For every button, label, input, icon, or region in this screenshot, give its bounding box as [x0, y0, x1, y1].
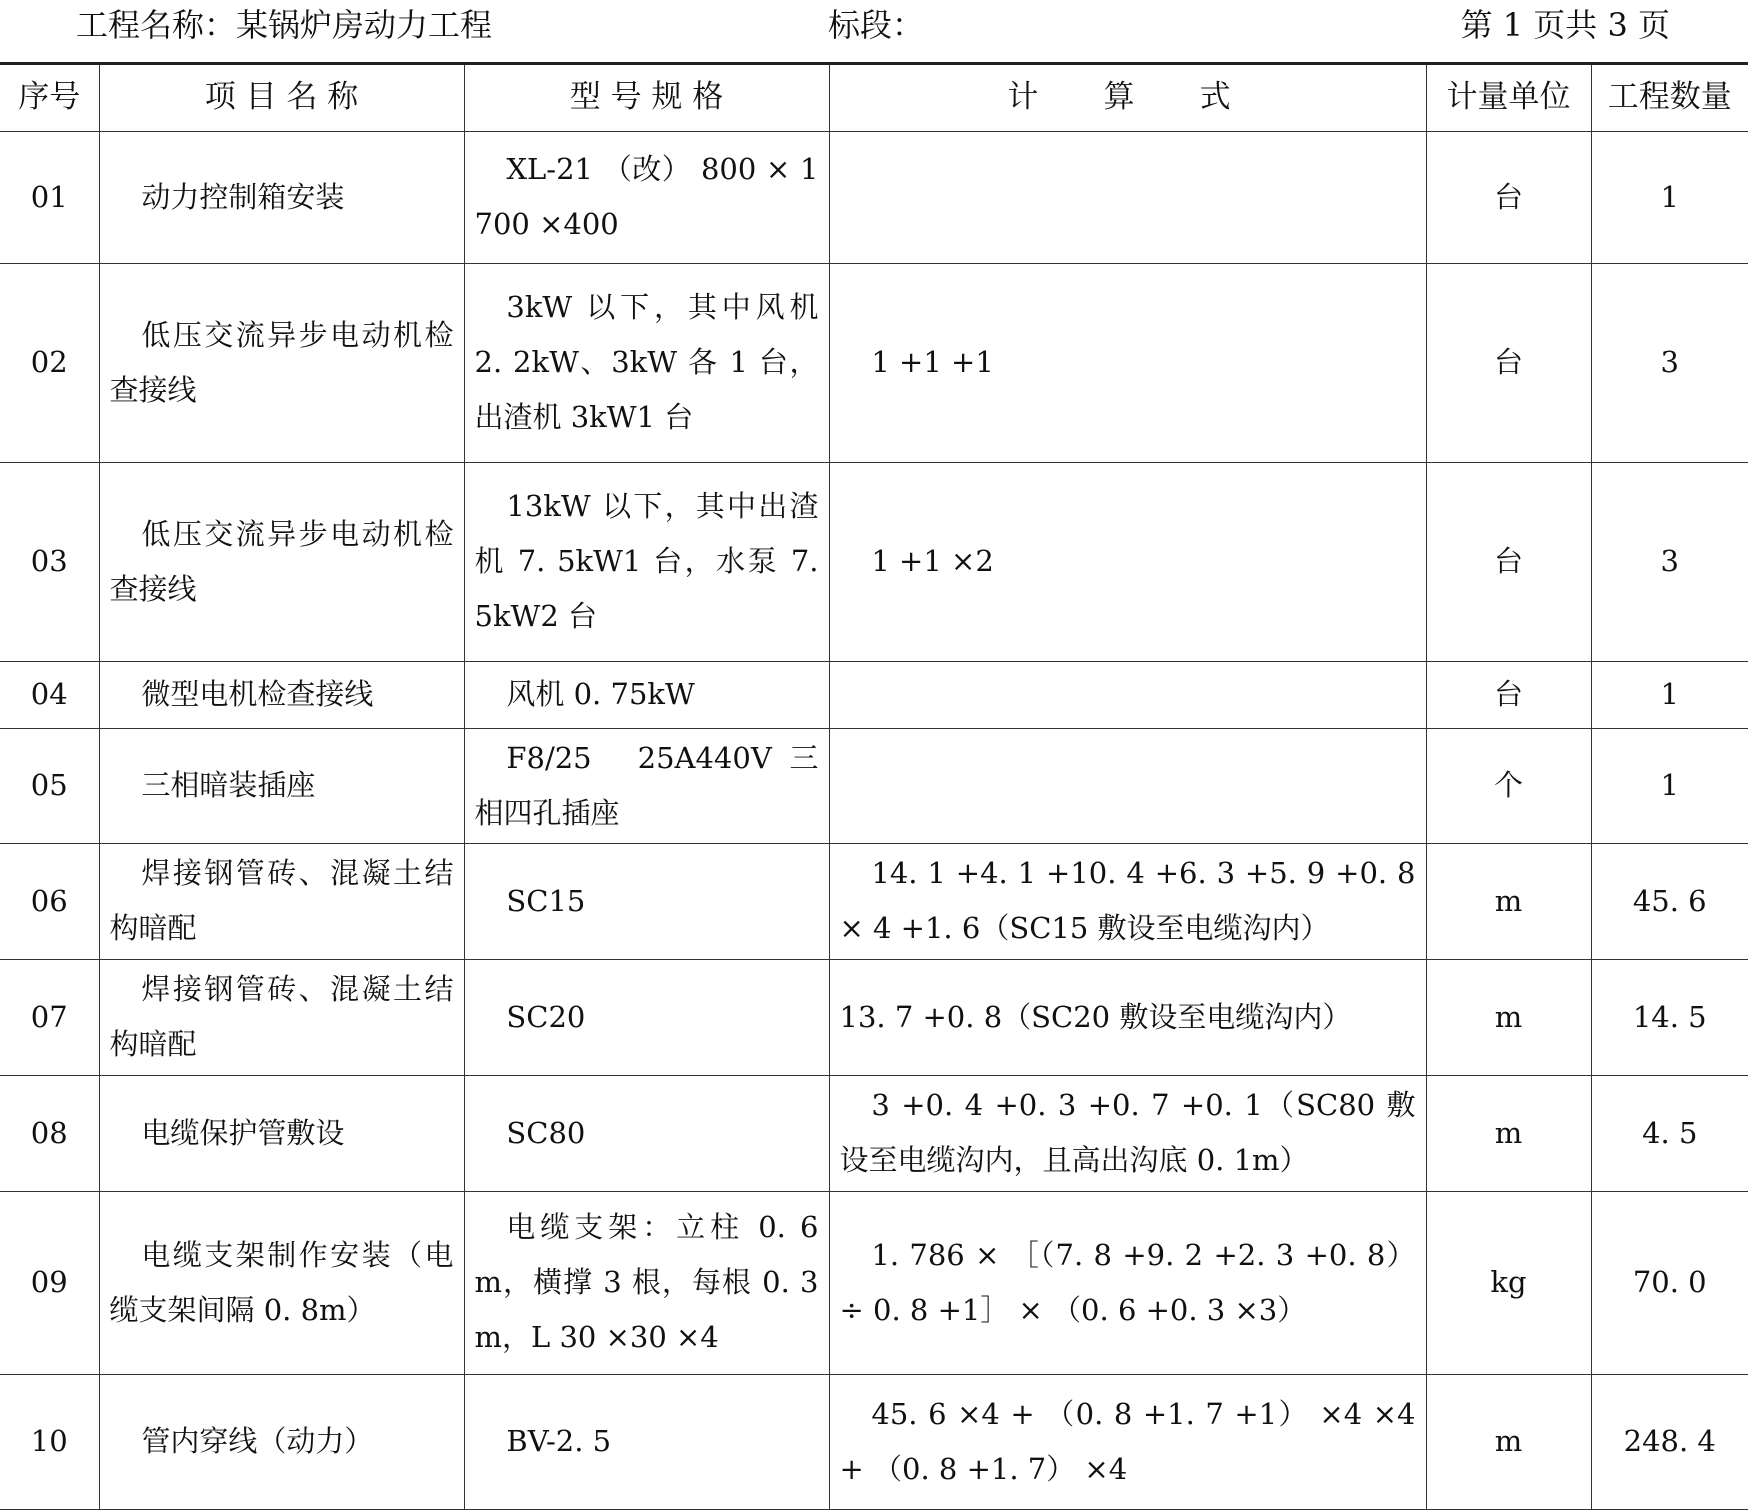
header-formula: 计 算 式: [829, 65, 1426, 131]
cell-unit: m: [1426, 1075, 1591, 1191]
cell-unit: 台: [1426, 661, 1591, 728]
header-name: 项 目 名 称: [99, 65, 464, 131]
cell-formula: 1 +1 ×2: [829, 462, 1426, 661]
cell-qty: 4. 5: [1591, 1075, 1748, 1191]
cell-spec: 风机 0. 75kW: [464, 661, 829, 728]
cell-name: 电缆支架制作安装（电缆支架间隔 0. 8m）: [99, 1191, 464, 1374]
cell-name: 焊接钢管砖、混凝土结构暗配: [99, 843, 464, 959]
section-label: 标段：: [828, 6, 925, 44]
cell-no: 03: [0, 462, 99, 661]
quantity-table: [0, 65, 1748, 1510]
cell-no: 09: [0, 1191, 99, 1374]
header-no: 序号: [0, 65, 99, 131]
cell-no: 06: [0, 843, 99, 959]
cell-no: 05: [0, 728, 99, 843]
cell-no: 07: [0, 959, 99, 1075]
cell-spec: 3kW 以下，其中风机 2. 2kW、3kW 各 1 台，出渣机 3kW1 台: [464, 263, 829, 462]
cell-name: 焊接钢管砖、混凝土结构暗配: [99, 959, 464, 1075]
cell-spec: 电缆支架：立柱 0. 6m，横撑 3 根，每根 0. 3m，L 30 ×30 ×4: [464, 1191, 829, 1374]
cell-no: 08: [0, 1075, 99, 1191]
cell-qty: 70. 0: [1591, 1191, 1748, 1374]
cell-no: 01: [0, 131, 99, 263]
cell-formula: [829, 131, 1426, 263]
cell-unit: 台: [1426, 131, 1591, 263]
cell-unit: m: [1426, 959, 1591, 1075]
table-row: [0, 1191, 1748, 1374]
cell-unit: kg: [1426, 1191, 1591, 1374]
cell-formula: [829, 728, 1426, 843]
cell-no: 10: [0, 1374, 99, 1509]
cell-formula: [829, 661, 1426, 728]
cell-unit: m: [1426, 843, 1591, 959]
page-indicator: 第 1 页共 3 页: [1460, 6, 1670, 44]
cell-name: 三相暗装插座: [99, 728, 464, 843]
cell-spec: SC15: [464, 843, 829, 959]
cell-name: 管内穿线（动力）: [99, 1374, 464, 1509]
cell-qty: 248. 4: [1591, 1374, 1748, 1509]
table-row: [0, 1374, 1748, 1509]
cell-name: 微型电机检查接线: [99, 661, 464, 728]
cell-spec: SC80: [464, 1075, 829, 1191]
table-row: [0, 959, 1748, 1075]
cell-formula: 1 +1 +1: [829, 263, 1426, 462]
cell-spec: 13kW 以下，其中出渣机 7. 5kW1 台，水泵 7. 5kW2 台: [464, 462, 829, 661]
cell-unit: 个: [1426, 728, 1591, 843]
cell-formula: 3 +0. 4 +0. 3 +0. 7 +0. 1（SC80 敷设至电缆沟内，且高出沟底 0. 1m）: [829, 1075, 1426, 1191]
cell-spec: F8/25 25A440V 三相四孔插座: [464, 728, 829, 843]
header-unit: 计量单位: [1426, 65, 1591, 131]
cell-name: 低压交流异步电动机检查接线: [99, 462, 464, 661]
cell-formula: 1. 786 × ［（7. 8 +9. 2 +2. 3 +0. 8） ÷ 0. 8 +1］ × （0. 6 +0. 3 ×3）: [829, 1191, 1426, 1374]
table-header-row: [0, 65, 1748, 131]
project-name: 工程名称：某锅炉房动力工程: [76, 6, 493, 44]
cell-formula: 13. 7 +0. 8（SC20 敷设至电缆沟内）: [829, 959, 1426, 1075]
cell-formula: 14. 1 +4. 1 +10. 4 +6. 3 +5. 9 +0. 8 × 4 +1. 6（SC15 敷设至电缆沟内）: [829, 843, 1426, 959]
table-row: [0, 843, 1748, 959]
header-spec: 型 号 规 格: [464, 65, 829, 131]
cell-qty: 3: [1591, 462, 1748, 661]
table-row: [0, 728, 1748, 843]
table-row: [0, 661, 1748, 728]
cell-spec: SC20: [464, 959, 829, 1075]
cell-no: 04: [0, 661, 99, 728]
cell-unit: 台: [1426, 462, 1591, 661]
cell-qty: 1: [1591, 131, 1748, 263]
table-row: [0, 131, 1748, 263]
page-header: [0, 0, 1748, 62]
table-row: [0, 462, 1748, 661]
table-row: [0, 1075, 1748, 1191]
cell-name: 电缆保护管敷设: [99, 1075, 464, 1191]
cell-qty: 3: [1591, 263, 1748, 462]
cell-no: 02: [0, 263, 99, 462]
cell-qty: 14. 5: [1591, 959, 1748, 1075]
cell-name: 动力控制箱安装: [99, 131, 464, 263]
cell-unit: 台: [1426, 263, 1591, 462]
cell-spec: BV-2. 5: [464, 1374, 829, 1509]
cell-qty: 1: [1591, 661, 1748, 728]
header-qty: 工程数量: [1591, 65, 1748, 131]
cell-spec: XL-21 （改） 800 × 1700 ×400: [464, 131, 829, 263]
cell-name: 低压交流异步电动机检查接线: [99, 263, 464, 462]
cell-qty: 1: [1591, 728, 1748, 843]
table-row: [0, 263, 1748, 462]
cell-formula: 45. 6 ×4 + （0. 8 +1. 7 +1） ×4 ×4 + （0. 8 +1. 7） ×4: [829, 1374, 1426, 1509]
cell-unit: m: [1426, 1374, 1591, 1509]
cell-qty: 45. 6: [1591, 843, 1748, 959]
